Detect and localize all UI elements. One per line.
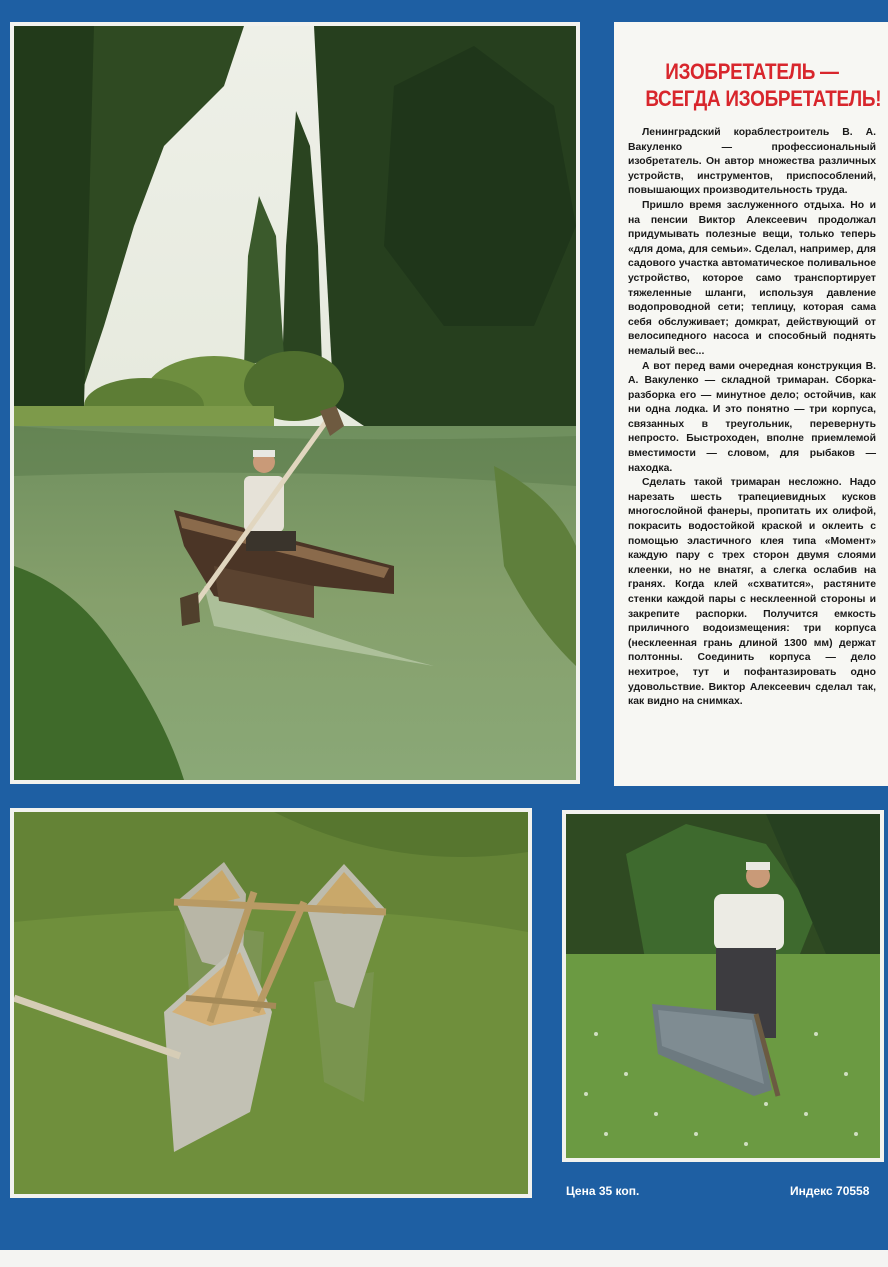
- photo-trimaran-scene: [14, 812, 528, 1194]
- article-panel: [614, 22, 888, 786]
- article-paragraph: Сделать такой тримаран несложно. Надо нарезать шесть трапециевидных кусков многослойной фанеры, пропитать их олифой, покрасить водостойкой краской и оклеить с помощью эластичного клея типа «Момент» каждую пару с трех сторон двумя слоями клеенки, но не внатяг, а слегка ослабив на гранях. Когда клей «схватится», растяните стенки каждой пары с несклеенной стороны и закрепите распорки. Получится емкость приличного водоизмещения: три корпуса (несклеенная грань длиной 1300 мм) держат полтонны. Соединить корпуса — дело нехитрое, тут и пофантазировать одно удовольствие. Виктор Алексеевич сделал так, как видно на снимках.: [628, 477, 876, 708]
- article-paragraph: А вот перед вами очередная конструкция В. А. Вакуленко — складной тримаран. Сборка-разборка его — минутное дело; остойчив, как ни одна лодка. И это понятно — три корпуса, связанных в треугольник, перевернуть непросто. Быстроходен, вполне приемлемой вместимости — словом, для рыбаков — находка.: [628, 360, 876, 474]
- price-label: Цена 35 коп.: [566, 1184, 640, 1198]
- article-paragraph: Пришло время заслуженного отдыха. Но и на пенсии Виктор Алексеевич продолжал придумывать полезные вещи, только теперь «для дома, для семьи». Сделал, например, для садового участка автоматическое поливальное устройство, которое само транспортирует тяжеленные шланги, используя давление водопроводной сети; теплицу, которая сама себя обслуживает; домкрат, действующий от велосипедного насоса и способный поднять немалый вес...: [628, 199, 876, 357]
- photo-rowing-scene: [14, 26, 576, 780]
- photo-inventor-scene: [566, 814, 880, 1158]
- article-body: [628, 126, 876, 710]
- title-line-1: ИЗОБРЕТАТЕЛЬ —: [665, 59, 839, 84]
- page-bottom-margin: [0, 1250, 888, 1267]
- photo-rowing-trimaran: [10, 22, 580, 784]
- photo-trimaran-closeup: [10, 808, 532, 1198]
- title-line-2: ВСЕГДА ИЗОБРЕТАТЕЛЬ!: [645, 86, 882, 111]
- article-paragraph: Ленинградский кораблестроитель В. А. Вакуленко — профессиональный изобретатель. Он автор множества различных устройств, инструментов, приспособлений, повышающих производительность труда.: [628, 127, 876, 197]
- index-label: Индекс 70558: [790, 1184, 870, 1198]
- photo-inventor-with-folded-trimaran: [562, 810, 884, 1162]
- article-title: [645, 58, 882, 112]
